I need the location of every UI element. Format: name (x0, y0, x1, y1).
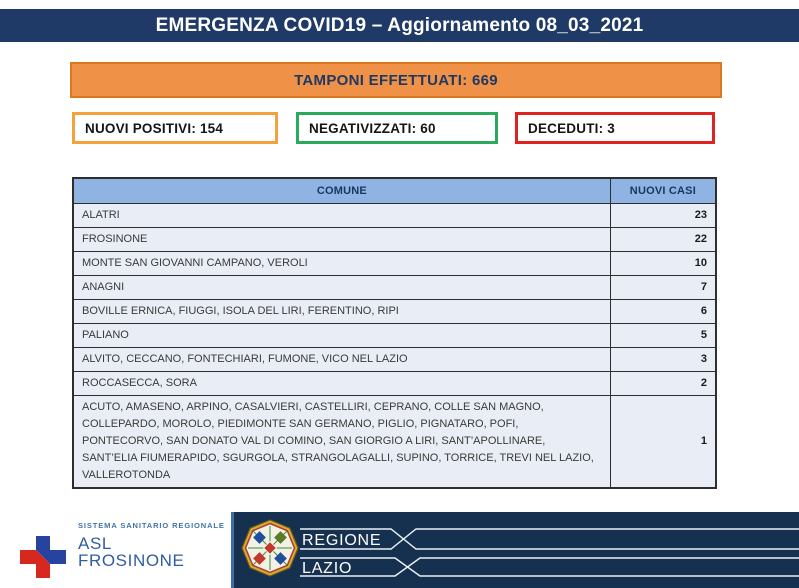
asl-logo-text (78, 521, 225, 569)
nuovi-casi-cell: 10 (610, 251, 716, 275)
table-row (73, 323, 716, 347)
negativizzati-box (296, 112, 498, 144)
lazio-emblem-icon (242, 520, 298, 576)
nuovi-casi-cell: 2 (610, 371, 716, 395)
title-bar (0, 9, 799, 42)
nuovi-casi-cell: 3 (610, 347, 716, 371)
regione-wordmark: REGIONE (302, 532, 382, 549)
asl-cross-icon (20, 536, 66, 578)
comune-cell: ROCCASECCA, SORA (73, 371, 610, 395)
tamponi-banner (70, 62, 722, 98)
comune-cell: PALIANO (73, 323, 610, 347)
table-row (73, 203, 716, 227)
nuovi-casi-cell: 22 (610, 227, 716, 251)
deceduti-box (515, 112, 715, 144)
nuovi-casi-cell: 6 (610, 299, 716, 323)
column-header-comune: COMUNE (73, 178, 610, 203)
comune-cell: ACUTO, AMASENO, ARPINO, CASALVIERI, CASTELLIRI, CEPRANO, COLLE SAN MAGNO, COLLEPARDO, MOROLO, PIEDIMONTE SAN GERMANO, PIGLIO, PIGNATARO, POFI, PONTECORVO, SAN DONATO VAL DI COMINO, SAN GIORGIO A LIRI, SANT’APOLLINARE, SANT’ELIA FIUMERAPIDO, SGURGOLA, STRANGOLAGALLI, SUPINO, TORRICE, TREVI NEL LAZIO, VALLEROTONDA (73, 395, 610, 488)
table-header-row (73, 178, 716, 203)
negativizzati-label: NEGATIVIZZATI: 60 (309, 120, 436, 136)
comune-cell: ALVITO, CECCANO, FONTECHIARI, FUMONE, VICO NEL LAZIO (73, 347, 610, 371)
table-row (73, 371, 716, 395)
comune-cell: ANAGNI (73, 275, 610, 299)
tamponi-label: TAMPONI EFFETTUATI: 669 (294, 71, 498, 89)
column-header-nuovi-casi: NUOVI CASI (610, 178, 716, 203)
nuovi-casi-cell: 23 (610, 203, 716, 227)
footer (0, 512, 799, 588)
lazio-wordmark: LAZIO (302, 560, 353, 577)
table-row (73, 347, 716, 371)
ssr-tagline: SISTEMA SANITARIO REGIONALE (78, 521, 225, 530)
nuovi-casi-cell: 1 (610, 395, 716, 488)
comune-cell: FROSINONE (73, 227, 610, 251)
table-row (73, 395, 716, 488)
nuovi-casi-cell: 7 (610, 275, 716, 299)
page-title: EMERGENZA COVID19 – Aggiornamento 08_03_2021 (155, 14, 644, 36)
asl-name-line2: FROSINONE (78, 551, 185, 570)
comune-cell: ALATRI (73, 203, 610, 227)
deceduti-label: DECEDUTI: 3 (528, 120, 615, 136)
table-row (73, 251, 716, 275)
table-row (73, 227, 716, 251)
table-row (73, 299, 716, 323)
asl-name-line1: ASL (78, 534, 112, 553)
nuovi-positivi-label: NUOVI POSITIVI: 154 (85, 120, 224, 136)
comune-cell: BOVILLE ERNICA, FIUGGI, ISOLA DEL LIRI, FERENTINO, RIPI (73, 299, 610, 323)
regione-lazio-lockup (234, 512, 799, 588)
nuovi-casi-cell: 5 (610, 323, 716, 347)
cases-table (72, 177, 717, 489)
regione-lazio-bar (231, 512, 799, 588)
comune-cell: MONTE SAN GIOVANNI CAMPANO, VEROLI (73, 251, 610, 275)
nuovi-positivi-box (72, 112, 278, 144)
table-row (73, 275, 716, 299)
